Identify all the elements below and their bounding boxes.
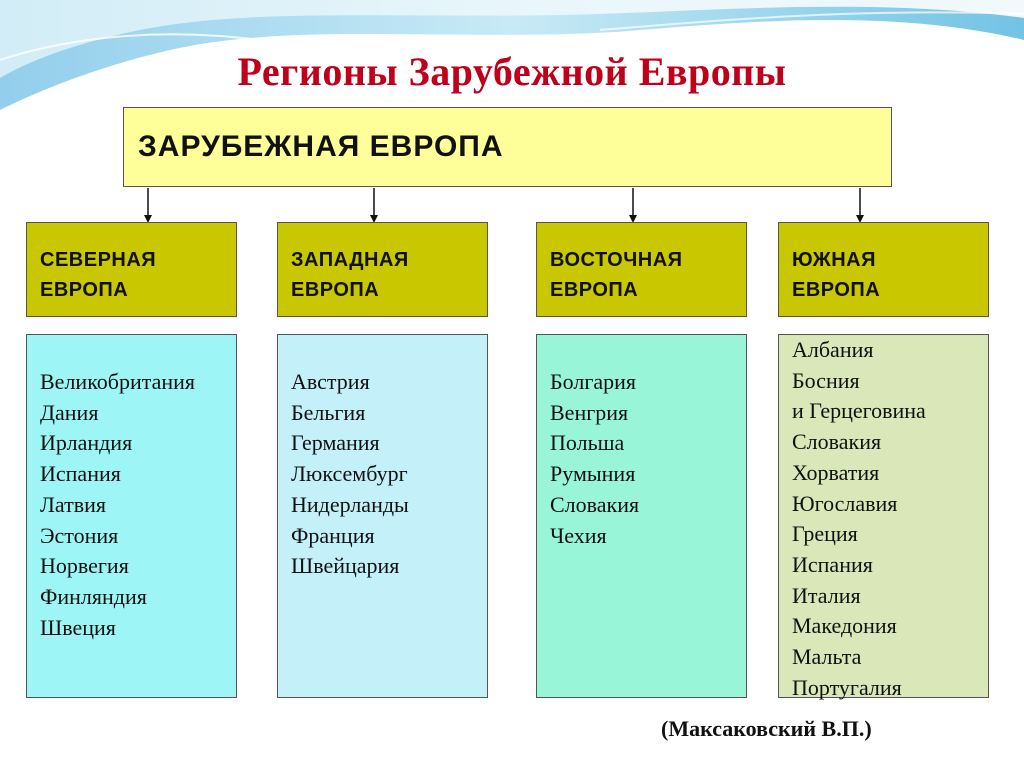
country-item: Словакия [550, 491, 640, 517]
country-item: Италия [792, 582, 861, 608]
country-item: Германия [291, 430, 380, 456]
region-north-header [26, 222, 237, 317]
author-citation: (Максаковский В.П.) [661, 716, 872, 741]
region-south-header [778, 222, 989, 317]
country-item: Польша [550, 430, 625, 456]
root-node-label: ЗАРУБЕЖНАЯ ЕВРОПА [138, 130, 504, 163]
country-item: Латвия [40, 491, 107, 517]
country-item: Чехия [550, 522, 607, 548]
country-item: Румыния [550, 461, 636, 487]
country-item: Македония [792, 613, 897, 639]
country-item: и Герцеговина [792, 398, 926, 424]
country-item: Норвегия [40, 553, 129, 579]
country-item: Хорватия [792, 459, 880, 485]
region-south-label: ЮЖНАЯ ЕВРОПА [792, 249, 881, 301]
country-item: Бельгия [291, 399, 366, 425]
country-item: Ирландия [40, 430, 133, 456]
country-item: Испания [40, 461, 121, 487]
country-item: Албания [792, 337, 874, 362]
country-item: Португалия [792, 674, 902, 700]
country-item: Финляндия [40, 583, 147, 609]
country-item: Греция [792, 521, 858, 547]
region-west-label: ЗАПАДНАЯ ЕВРОПА [291, 249, 409, 301]
country-item: Югославия [792, 490, 898, 516]
country-item: Нидерланды [291, 491, 409, 517]
country-item: Австрия [291, 369, 370, 394]
region-north-label: СЕВЕРНАЯ ЕВРОПА [40, 249, 157, 301]
country-item: Дания [40, 399, 99, 425]
country-item: Эстония [40, 522, 119, 548]
country-item: Мальта [792, 644, 862, 670]
country-item: Швейцария [291, 553, 400, 579]
country-item: Босния [792, 367, 860, 393]
region-north-countries [26, 334, 237, 698]
country-item: Венгрия [550, 399, 629, 425]
country-item: Люксембург [291, 461, 408, 487]
region-west-header [277, 222, 488, 317]
region-east-countries [536, 334, 747, 698]
region-south-countries [778, 334, 989, 698]
country-item: Великобритания [40, 369, 196, 394]
country-item: Франция [291, 522, 375, 548]
country-item: Испания [792, 551, 873, 577]
root-node [123, 107, 892, 187]
page-title: Регионы Зарубежной Европы [237, 49, 787, 94]
country-item: Словакия [792, 429, 882, 455]
region-west-countries [277, 334, 488, 698]
country-item: Болгария [550, 369, 637, 394]
country-item: Швеция [40, 614, 116, 640]
region-east-label: ВОСТОЧНАЯ ЕВРОПА [550, 249, 683, 301]
region-east-header [536, 222, 747, 317]
